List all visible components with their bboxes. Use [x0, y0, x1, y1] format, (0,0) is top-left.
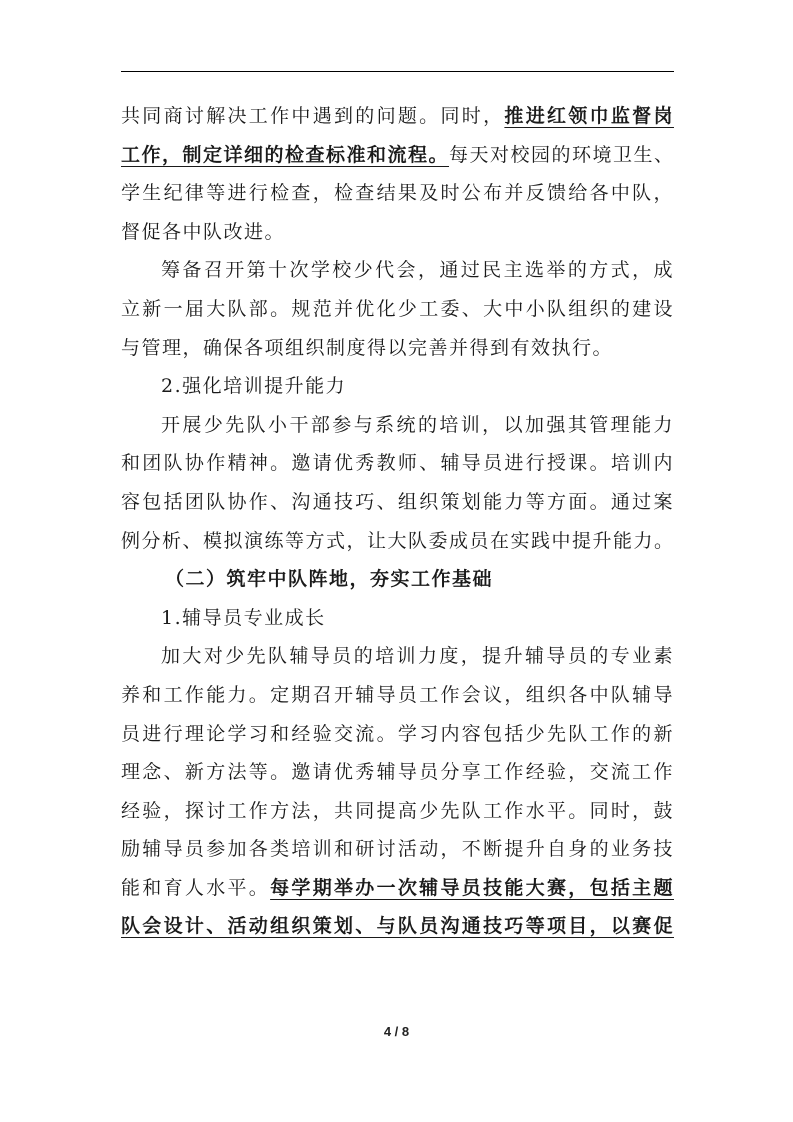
text-line: 立新一届大队部。规范并优化少工委、大中小队组织的建设 [121, 297, 674, 320]
underlined-emphasis: 每学期举办一次辅导员技能大赛，包括主题 [270, 876, 674, 899]
text-line: 加大对少先队辅导员的培训力度，提升辅导员的专业素 [161, 645, 674, 668]
underlined-emphasis: 队会设计、活动组织策划、与队员沟通技巧等项目，以赛促 [121, 915, 674, 938]
text-line: 员进行理论学习和经验交流。学习内容包括少先队工作的新 [121, 722, 674, 745]
paragraph-congress [121, 251, 674, 367]
text-line: 和团队协作精神。邀请优秀教师、辅导员进行授课。培训内 [121, 452, 674, 475]
section-heading: （二）筑牢中队阵地，夯实工作基础 [165, 568, 494, 591]
text-line [121, 136, 674, 175]
header-rule [121, 71, 674, 72]
text-line: 经验，探讨工作方法，共同提高少先队工作水平。同时，鼓 [121, 799, 674, 822]
text-line [121, 869, 674, 908]
text-line [121, 97, 674, 136]
paragraph-counselor-growth [121, 637, 674, 946]
text-line: 开展少先队小干部参与系统的培训，以加强其管理能力 [161, 413, 674, 436]
text-line: 筹备召开第十次学校少代会，通过民主选举的方式，成 [161, 259, 674, 282]
text-line: 容包括团队协作、沟通技巧、组织策划能力等方面。通过案 [121, 490, 674, 513]
text-line: 与管理，确保各项组织制度得以完善并得到有效执行。 [121, 336, 614, 359]
document-body [121, 97, 674, 946]
underlined-emphasis: 工作，制定详细的检查标准和流程。 [121, 143, 450, 166]
subsection-title: 2.强化培训提升能力 [161, 375, 347, 398]
text-segment: 每天对校园的环境卫生、 [449, 143, 675, 166]
underlined-emphasis: 推进红领巾监督岗 [504, 105, 674, 127]
text-line: 例分析、模拟演练等方式，让大队委成员在实践中提升能力。 [121, 529, 675, 552]
text-line: 学生纪律等进行检查，检查结果及时公布并反馈给各中队， [121, 182, 674, 205]
text-line: 养和工作能力。定期召开辅导员工作会议，组织各中队辅导 [121, 683, 674, 706]
text-line: 督促各中队改进。 [121, 220, 286, 243]
paragraph-training [121, 406, 674, 560]
paragraph-supervision [121, 97, 674, 251]
text-segment: 能和育人水平。 [121, 876, 271, 899]
text-line [121, 907, 674, 946]
text-segment: 共同商讨解决工作中遇到的问题。同时， [121, 105, 505, 127]
text-line: 励辅导员参加各类培训和研讨活动，不断提升自身的业务技 [121, 838, 674, 861]
text-line: 理念、新方法等。邀请优秀辅导员分享工作经验，交流工作 [121, 761, 674, 784]
subsection-title: 1.辅导员专业成长 [161, 606, 326, 629]
page-number: 4 / 8 [383, 1024, 410, 1039]
